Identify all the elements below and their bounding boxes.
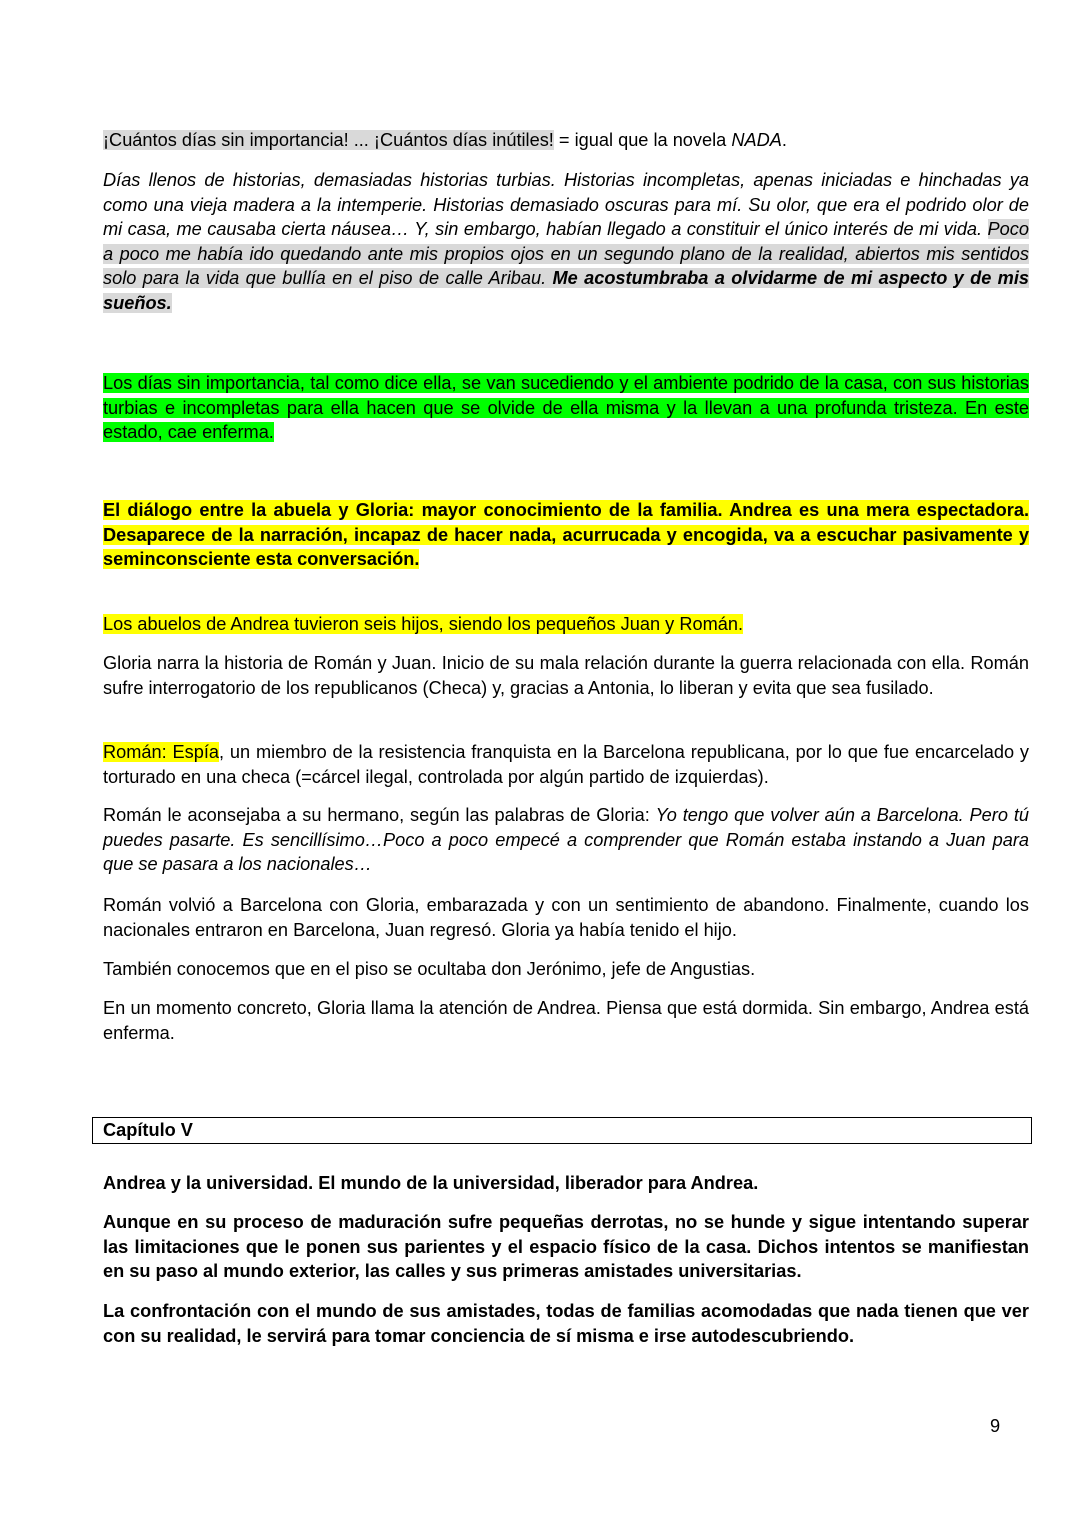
paragraph-novel-excerpt (103, 168, 1029, 316)
chapter-title: Capítulo V (103, 1120, 193, 1140)
highlighted-text: El diálogo entre la abuela y Gloria: mayor conocimiento de la familia. Andrea es una mera espectadora. Desaparece de la narración, incapaz de hacer nada, acurrucada y encogida, va a escuchar pasivamente y seminconsciente esta conversación. (103, 500, 1029, 570)
paragraph-jeronimo: También conocemos que en el piso se ocultaba don Jerónimo, jefe de Angustias. (103, 959, 756, 979)
paragraph-university: Andrea y la universidad. El mundo de la universidad, liberador para Andrea. (103, 1173, 759, 1193)
highlighted-bold-text: Me acostumbraba a olvidarme de mi aspecto y de mis sueños. (103, 268, 1029, 313)
novel-title: NADA (731, 130, 782, 150)
paragraph-confrontation: La confrontación con el mundo de sus amistades, todas de familias acomodadas que nada tienen que ver con su realidad, le servirá para tomar conciencia de sí misma e irse autodescubriendo. (103, 1301, 1029, 1346)
paragraph-dialogue (103, 498, 1029, 572)
text: , un miembro de la resistencia franquista en la Barcelona republicana, por lo que fue encarcelado y torturado en una checa (=cárcel ilegal, controlada por algún partido de izquierdas). (103, 742, 1029, 787)
paragraph-roman-advice (103, 803, 1029, 877)
highlighted-text: Los días sin importancia, tal como dice ella, se van sucediendo y el ambiente podrido de la casa, con sus historias turbias e incompletas para ella hacen que se olvide de ella misma y la llevan a una profunda tristeza. En este estado, cae enferma. (103, 373, 1029, 443)
text: Román le aconsejaba a su hermano, según las palabras de Gloria: (103, 805, 656, 825)
paragraph-roman-spy (103, 740, 1029, 789)
paragraph-roman-return: Román volvió a Barcelona con Gloria, embarazada y con un sentimiento de abandono. Finalmente, cuando los nacionales entraron en Barcelona, Juan regresó. Gloria ya había tenido el hijo. (103, 895, 1029, 940)
page-number: 9 (990, 1416, 1001, 1436)
paragraph-gloria-story: Gloria narra la historia de Román y Juan. Inicio de su mala relación durante la guerra relacionada con ella. Román sufre interrogatorio de los republicanos (Checa) y, gracias a Antonia, lo liberan y evita que sea fusilado. (103, 653, 1029, 698)
highlighted-text: Poco a poco me había ido quedando ante mis propios ojos en un segundo plano de la realidad, abiertos mis sentidos solo para la vida que bullía en el piso de calle Aribau. (103, 219, 1029, 289)
quote: Yo tengo que volver aún a Barcelona. Pero tú puedes pasarte. Es sencillísimo…Poco a poco empecé a comprender que Román estaba instando a Juan para que se pasara a los nacionales… (103, 805, 1029, 875)
chapter-heading-box (92, 1117, 1032, 1144)
paragraph-quote-intro (103, 128, 1029, 153)
paragraph-andrea-ill: En un momento concreto, Gloria llama la atención de Andrea. Piensa que está dormida. Sin embargo, Andrea está enferma. (103, 998, 1029, 1043)
text: . (781, 130, 787, 150)
text: = igual que la novela (553, 130, 732, 150)
highlighted-quote: ¡Cuántos días sin importancia! ... ¡Cuántos días inútiles! (103, 130, 554, 150)
text: Días llenos de historias, demasiadas historias turbias. Historias incompletas, apenas iniciadas e hinchadas ya como una vieja madera a la intemperie. Historias demasiado oscuras para mí. Su olor, que era el podrido olor de mi casa, me causaba cierta náusea… Y, sin embargo, habían llegado a constituir el único interés de mi vida. (103, 170, 1029, 240)
paragraph-grandparents (103, 612, 1029, 637)
highlighted-text: Los abuelos de Andrea tuvieron seis hijos, siendo los pequeños Juan y Román. (103, 614, 744, 634)
paragraph-maturation: Aunque en su proceso de maduración sufre pequeñas derrotas, no se hunde y sigue intentando superar las limitaciones que le ponen sus parientes y el espacio físico de la casa. Dichos intentos se manifiestan en su paso al mundo exterior, las calles y sus primeras amistades universitarias. (103, 1212, 1029, 1282)
paragraph-summary-green (103, 371, 1029, 445)
highlighted-text: Román: Espía (103, 742, 220, 762)
